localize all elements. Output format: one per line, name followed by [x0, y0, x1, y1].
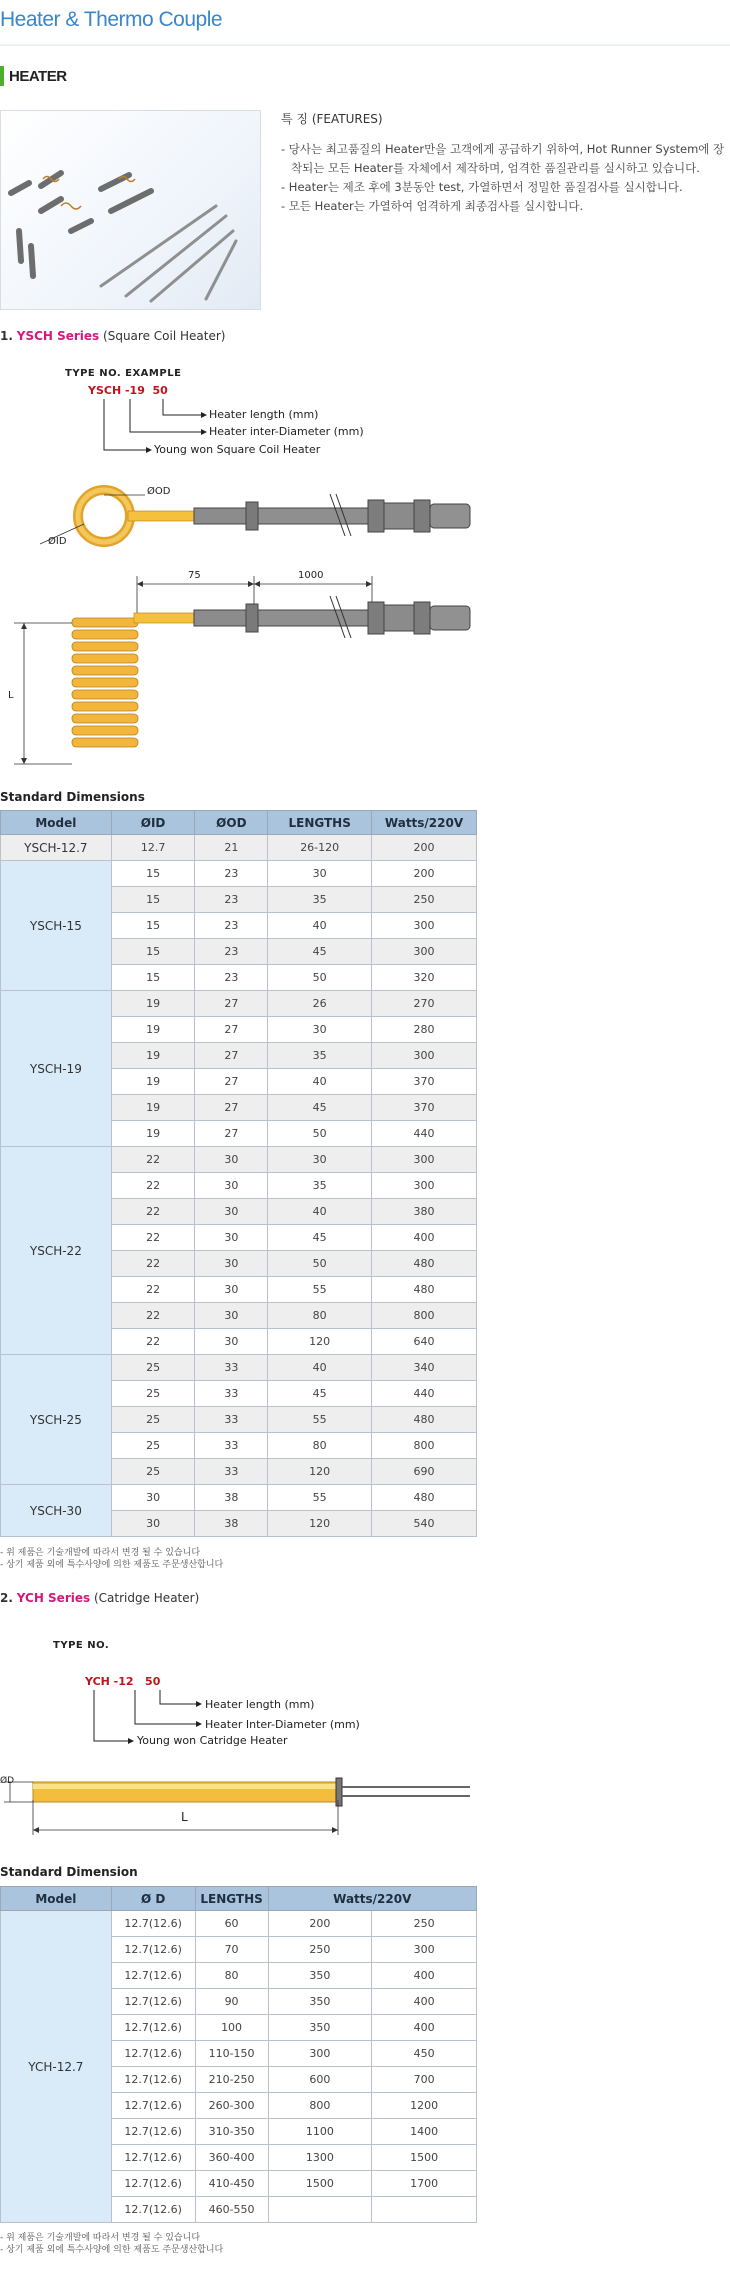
table-cell: 100: [195, 2015, 268, 2041]
table-cell: 250: [372, 887, 477, 913]
col-header-watts: Watts/220V: [372, 811, 477, 835]
table-cell: 26: [268, 991, 372, 1017]
table-cell: 30: [268, 1017, 372, 1043]
table-cell: 12.7: [111, 835, 195, 861]
table-cell: 38: [195, 1511, 268, 1537]
table-cell: 33: [195, 1381, 268, 1407]
col-header-model: Model: [1, 811, 112, 835]
table-cell: 35: [268, 1043, 372, 1069]
table-cell: 370: [372, 1069, 477, 1095]
table-cell: 45: [268, 1225, 372, 1251]
table-cell: 300: [372, 1937, 477, 1963]
table-cell: 15: [111, 939, 195, 965]
note-line: - 위 제품은 기술개발에 따라서 변경 될 수 있습니다: [0, 2233, 201, 2243]
features-title: 특 징 (FEATURES): [281, 112, 383, 126]
table-cell: 25: [111, 1355, 195, 1381]
ych-type-legend-arrows: [0, 1686, 730, 1746]
feature-item: - 당사는 최고품질의 Heater만을 고객에게 공급하기 위하여, Hot Runner System에 장착되는 모든 Heater를 자체에서 제작하며, 엄격한 품질관리를 실시하고 있습니다.: [281, 142, 725, 175]
table-cell: 27: [195, 1121, 268, 1147]
table-cell: 350: [268, 2015, 372, 2041]
table-cell: 30: [111, 1485, 195, 1511]
table-cell: 12.7(12.6): [111, 1989, 195, 2015]
ysch-table-title: Standard Dimensions: [0, 790, 145, 804]
section-marker: [0, 66, 4, 86]
model-cell: YSCH-12.7: [1, 835, 112, 861]
table-cell: 22: [111, 1225, 195, 1251]
table-cell: 38: [195, 1485, 268, 1511]
table-cell: 40: [268, 1069, 372, 1095]
table-cell: 450: [372, 2041, 477, 2067]
table-cell: 440: [372, 1121, 477, 1147]
table-cell: 22: [111, 1329, 195, 1355]
table-cell: 35: [268, 887, 372, 913]
table-cell: 320: [372, 965, 477, 991]
table-cell: 12.7(12.6): [111, 2171, 195, 2197]
table-cell: 25: [111, 1459, 195, 1485]
table-cell: 19: [111, 1095, 195, 1121]
table-cell: 33: [195, 1459, 268, 1485]
table-cell: 350: [268, 1989, 372, 2015]
table-cell: 200: [268, 1911, 372, 1937]
table-cell: 1200: [372, 2093, 477, 2119]
table-cell: 22: [111, 1303, 195, 1329]
table-cell: 400: [372, 1989, 477, 2015]
table-cell: 300: [372, 1147, 477, 1173]
table-cell: 270: [372, 991, 477, 1017]
col-header-lengths: LENGTHS: [268, 811, 372, 835]
table-cell: 12.7(12.6): [111, 2145, 195, 2171]
ych-dimension-table: [0, 1886, 477, 2223]
table-cell: 310-350: [195, 2119, 268, 2145]
table-row: [1, 861, 477, 887]
table-row: [1, 1485, 477, 1511]
table-cell: 30: [195, 1329, 268, 1355]
note-line: - 상기 제품 외에 특수사양에 의한 제품도 주문생산합니다: [0, 1560, 224, 1570]
ych-length-label: L: [181, 1810, 188, 1824]
table-row: [1, 1147, 477, 1173]
model-cell: YSCH-15: [1, 861, 112, 991]
ysch-desc: (Square Coil Heater): [103, 329, 226, 343]
table-cell: 480: [372, 1485, 477, 1511]
table-cell: 1100: [268, 2119, 372, 2145]
table-cell: 19: [111, 1043, 195, 1069]
table-row: [1, 835, 477, 861]
ysch-type-label: TYPE NO. EXAMPLE: [65, 368, 182, 379]
note-line: - 상기 제품 외에 특수사양에 의한 제품도 주문생산합니다: [0, 2245, 224, 2255]
table-cell: 210-250: [195, 2067, 268, 2093]
ych-legend-maker: Young won Catridge Heater: [137, 1734, 288, 1747]
ych-name: YCH Series: [16, 1591, 91, 1605]
table-cell: 690: [372, 1459, 477, 1485]
note-line: - 위 제품은 기술개발에 따라서 변경 될 수 있습니다: [0, 1548, 201, 1558]
table-cell: 800: [372, 1303, 477, 1329]
table-cell: 22: [111, 1251, 195, 1277]
table-cell: 45: [268, 939, 372, 965]
col-header-id: ØID: [111, 811, 195, 835]
ych-table-title: Standard Dimension: [0, 1865, 138, 1879]
col-header-watts: Watts/220V: [268, 1887, 476, 1911]
heater-product-photo: [0, 110, 261, 310]
table-cell: 30: [195, 1173, 268, 1199]
table-cell: 55: [268, 1407, 372, 1433]
ysch-ring-drawing: [0, 480, 480, 570]
table-cell: 27: [195, 1095, 268, 1121]
table-header-row: [1, 811, 477, 835]
table-cell: 410-450: [195, 2171, 268, 2197]
table-header-row: [1, 1887, 477, 1911]
table-cell: 30: [268, 1147, 372, 1173]
table-cell: 400: [372, 1225, 477, 1251]
model-cell: YSCH-25: [1, 1355, 112, 1485]
table-cell: 55: [268, 1277, 372, 1303]
table-cell: 33: [195, 1433, 268, 1459]
table-cell: 15: [111, 965, 195, 991]
table-cell: 12.7(12.6): [111, 2119, 195, 2145]
table-cell: 1300: [268, 2145, 372, 2171]
col-header-d: Ø D: [111, 1887, 195, 1911]
col-header-od: ØOD: [195, 811, 268, 835]
table-cell: 22: [111, 1173, 195, 1199]
col-header-model: Model: [1, 1887, 112, 1911]
table-cell: 27: [195, 991, 268, 1017]
table-cell: 1700: [372, 2171, 477, 2197]
table-cell: 12.7(12.6): [111, 2093, 195, 2119]
table-cell: 1400: [372, 2119, 477, 2145]
table-cell: 250: [372, 1911, 477, 1937]
table-row: [1, 1355, 477, 1381]
table-cell: 300: [268, 2041, 372, 2067]
table-cell: 480: [372, 1407, 477, 1433]
table-cell: 60: [195, 1911, 268, 1937]
table-cell: 440: [372, 1381, 477, 1407]
table-cell: 110-150: [195, 2041, 268, 2067]
ych-series-heading: [0, 1591, 199, 1605]
table-cell: 50: [268, 1251, 372, 1277]
table-cell: 90: [195, 1989, 268, 2015]
table-cell: 370: [372, 1095, 477, 1121]
table-cell: 23: [195, 913, 268, 939]
table-cell: 12.7(12.6): [111, 2041, 195, 2067]
ych-diameter-label: ØD: [0, 1776, 15, 1786]
table-cell: 400: [372, 1963, 477, 1989]
table-cell: 700: [372, 2067, 477, 2093]
model-cell: YCH-12.7: [1, 1911, 112, 2223]
table-cell: 30: [195, 1251, 268, 1277]
table-cell: 200: [372, 861, 477, 887]
ych-notes: [0, 2232, 223, 2256]
table-row: [1, 1911, 477, 1937]
table-cell: 640: [372, 1329, 477, 1355]
table-cell: 30: [268, 861, 372, 887]
table-cell: 80: [268, 1433, 372, 1459]
table-cell: 22: [111, 1147, 195, 1173]
table-cell: 1500: [268, 2171, 372, 2197]
table-cell: 120: [268, 1459, 372, 1485]
table-cell: 33: [195, 1355, 268, 1381]
table-cell: 23: [195, 887, 268, 913]
table-cell: [372, 2197, 477, 2223]
table-cell: 55: [268, 1485, 372, 1511]
table-cell: 25: [111, 1433, 195, 1459]
table-cell: 12.7(12.6): [111, 2197, 195, 2223]
section-title: HEATER: [9, 68, 67, 85]
title-divider: [0, 44, 730, 46]
table-cell: 19: [111, 1121, 195, 1147]
table-cell: 350: [268, 1963, 372, 1989]
table-row: [1, 991, 477, 1017]
table-cell: 50: [268, 965, 372, 991]
ych-type-label: TYPE NO.: [53, 1640, 110, 1651]
table-cell: 12.7(12.6): [111, 1937, 195, 1963]
table-cell: 21: [195, 835, 268, 861]
table-cell: 35: [268, 1173, 372, 1199]
table-cell: 40: [268, 913, 372, 939]
page-title: Heater & Thermo Couple: [0, 8, 223, 31]
ych-legend-diameter: Heater Inter-Diameter (mm): [205, 1718, 360, 1731]
table-cell: 800: [372, 1433, 477, 1459]
table-cell: 360-400: [195, 2145, 268, 2171]
ysch-number: 1.: [0, 329, 13, 343]
ysch-legend-diameter: Heater inter-Diameter (mm): [209, 425, 364, 438]
table-cell: 380: [372, 1199, 477, 1225]
table-cell: 300: [372, 913, 477, 939]
table-cell: 300: [372, 939, 477, 965]
table-cell: 400: [372, 2015, 477, 2041]
table-cell: 80: [268, 1303, 372, 1329]
ysch-coil-drawing: [0, 568, 480, 768]
table-cell: 26-120: [268, 835, 372, 861]
table-cell: 40: [268, 1199, 372, 1225]
ysch-dim-75: 75: [188, 570, 201, 581]
table-cell: 40: [268, 1355, 372, 1381]
model-cell: YSCH-19: [1, 991, 112, 1147]
model-cell: YSCH-22: [1, 1147, 112, 1355]
table-cell: 33: [195, 1407, 268, 1433]
table-cell: 30: [195, 1277, 268, 1303]
ych-cartridge-drawing: [0, 1760, 480, 1830]
feature-item: - Heater는 제조 후에 3분동안 test, 가열하면서 정밀한 품질검사를 실시합니다.: [281, 180, 683, 194]
table-cell: 300: [372, 1043, 477, 1069]
table-cell: 23: [195, 861, 268, 887]
ysch-dimension-table: [0, 810, 477, 1537]
table-cell: 200: [372, 835, 477, 861]
table-cell: 12.7(12.6): [111, 2067, 195, 2093]
table-cell: 80: [195, 1963, 268, 1989]
table-cell: 280: [372, 1017, 477, 1043]
col-header-lengths: LENGTHS: [195, 1887, 268, 1911]
table-cell: 27: [195, 1017, 268, 1043]
model-cell: YSCH-30: [1, 1485, 112, 1537]
ysch-dim-1000: 1000: [298, 570, 324, 581]
table-cell: 23: [195, 965, 268, 991]
table-cell: 19: [111, 991, 195, 1017]
table-cell: 30: [195, 1147, 268, 1173]
table-cell: 19: [111, 1017, 195, 1043]
table-cell: 480: [372, 1251, 477, 1277]
table-cell: 12.7(12.6): [111, 1963, 195, 1989]
table-cell: 30: [195, 1225, 268, 1251]
ych-type-code: YCH -12 50: [85, 1675, 161, 1688]
ych-number: 2.: [0, 1591, 13, 1605]
ych-legend-length: Heater length (mm): [205, 1698, 315, 1711]
ysch-legend-maker: Young won Square Coil Heater: [154, 443, 321, 456]
table-cell: 120: [268, 1329, 372, 1355]
ysch-type-legend-arrows: [0, 395, 730, 475]
ysch-dim-l: L: [8, 690, 14, 701]
table-cell: 120: [268, 1511, 372, 1537]
table-cell: 340: [372, 1355, 477, 1381]
table-cell: 22: [111, 1277, 195, 1303]
table-cell: 45: [268, 1381, 372, 1407]
table-cell: 15: [111, 887, 195, 913]
table-cell: 300: [372, 1173, 477, 1199]
table-cell: 30: [195, 1303, 268, 1329]
table-cell: 23: [195, 939, 268, 965]
table-cell: 15: [111, 861, 195, 887]
ysch-type-code: YSCH -19 50: [88, 384, 168, 397]
ysch-name: YSCH Series: [16, 329, 100, 343]
table-cell: 45: [268, 1095, 372, 1121]
table-cell: 800: [268, 2093, 372, 2119]
table-cell: 25: [111, 1407, 195, 1433]
table-cell: 27: [195, 1069, 268, 1095]
features-list: [281, 140, 730, 216]
ysch-id-label: ØID: [48, 536, 67, 547]
table-cell: 460-550: [195, 2197, 268, 2223]
table-cell: 540: [372, 1511, 477, 1537]
table-cell: 12.7(12.6): [111, 1911, 195, 1937]
table-cell: 250: [268, 1937, 372, 1963]
table-cell: 19: [111, 1069, 195, 1095]
ysch-series-heading: [0, 329, 225, 343]
table-cell: 12.7(12.6): [111, 2015, 195, 2041]
ych-desc: (Catridge Heater): [93, 1591, 200, 1605]
table-cell: 600: [268, 2067, 372, 2093]
table-cell: 480: [372, 1277, 477, 1303]
table-cell: 22: [111, 1199, 195, 1225]
ysch-notes: [0, 1547, 223, 1571]
table-cell: 25: [111, 1381, 195, 1407]
feature-item: - 모든 Heater는 가열하여 엄격하게 최종검사를 실시합니다.: [281, 199, 584, 213]
table-cell: 1500: [372, 2145, 477, 2171]
table-cell: 50: [268, 1121, 372, 1147]
table-cell: 260-300: [195, 2093, 268, 2119]
ysch-od-label: ØOD: [147, 486, 171, 497]
table-cell: 30: [111, 1511, 195, 1537]
table-cell: 27: [195, 1043, 268, 1069]
ysch-legend-length: Heater length (mm): [209, 408, 319, 421]
table-cell: 70: [195, 1937, 268, 1963]
table-cell: 30: [195, 1199, 268, 1225]
table-cell: 15: [111, 913, 195, 939]
table-cell: [268, 2197, 372, 2223]
